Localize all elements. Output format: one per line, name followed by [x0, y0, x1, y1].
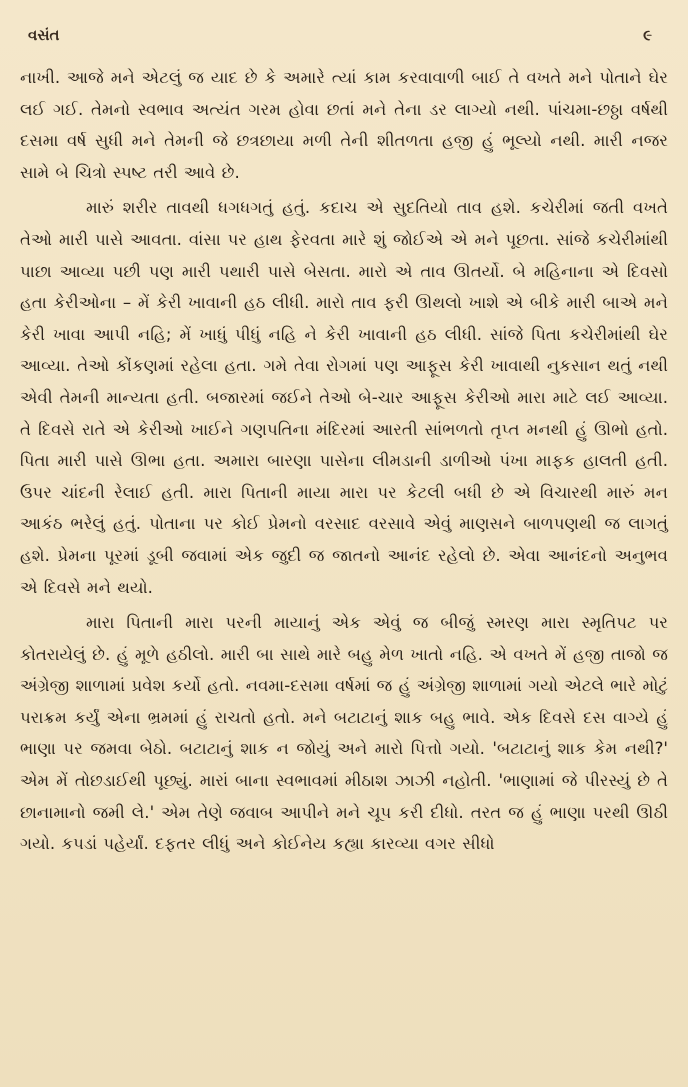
running-title: વસંત [28, 26, 60, 44]
paragraph-1: નાખી. આજે મને એટલું જ યાદ છે કે અમારે ત્યાં કામ કરવાવાળી બાઈ તે વખતે મને પોતાને ઘેર લઈ ગઈ. તેમનો સ્વભાવ અત્યંત ગરમ હોવા છતાં મને તેના ડર લાગ્યો નથી. પાંચમા-છઠ્ઠા વર્ષથી દસમા વર્ષ સુધી મને તેમની જે છત્રછાયા મળી તેની શીતળતા હજી હું ભૂલ્યો નથી. મારી નજર સામે બે ચિત્રો સ્પષ્ટ તરી આવે છે. [20, 68, 668, 182]
body-text [20, 62, 668, 860]
paragraph-2: મારું શરીર તાવથી ધગધગતું હતું. કદાચ એ સુદતિયો તાવ હશે. કચેરીમાં જતી વખતે તેઓ મારી પાસે આવતા. વાંસા પર હાથ ફેરવતા મારે શું જોઈએ એ મને પૂછતા. સાંજે કચેરીમાંથી પાછા આવ્યા પછી પણ મારી પથારી પાસે બેસતા. મારો એ તાવ ઊતર્યો. બે મહિનાના એ દિવસો હતા કેરીઓના – મેં કેરી ખાવાની હઠ લીધી. મારો તાવ ફરી ઊથલો ખાશે એ બીકે મારી બાએ મને કેરી ખાવા આપી નહિ; મેં ખાધું પીધું નહિ ને કેરી ખાવાની હઠ લીધી. સાંજે પિતા કચેરીમાંથી ઘેર આવ્યા. તેઓ કોંકણમાં રહેલા હતા. ગમે તેવા રોગમાં પણ આફૂસ કેરી ખાવાથી નુકસાન થતું નથી એવી તેમની માન્યતા હતી. બજારમાં જઈને તેઓ બે-ચાર આફૂસ કેરીઓ મારા માટે લઈ આવ્યા. તે દિવસે રાતે એ કેરીઓ ખાઈને ગણપતિના મંદિરમાં આરતી સાંભળતો તૃપ્ત મનથી હું ઊભો હતો. પિતા મારી પાસે ઊભા હતા. અમારા બારણા પાસેના લીમડાની ડાળીઓ પંખા માફક હાલતી હતી. ઉપર ચાંદની રેલાઈ હતી. મારા પિતાની માયા મારા પર કેટલી બધી છે એ વિચારથી મારું મન આકંઠ ભરેલું હતું. પોતાના પર કોઈ પ્રેમનો વરસાદ વરસાવે એવું માણસને બાળપણથી જ લાગતું હશે. પ્રેમના પૂરમાં ડૂબી જવામાં એક જુદી જ જાતનો આનંદ રહેલો છે. એવા આનંદનો અનુભવ એ દિવસે મને થયો. [20, 198, 668, 597]
page-number: ૯ [643, 26, 652, 44]
paragraph-3: મારા પિતાની મારા પરની માયાનું એક એવું જ બીજું સ્મરણ મારા સ્મૃતિપટ પર કોતરાયેલું છે. હું મૂળે હઠીલો. મારી બા સાથે મારે બહુ મેળ ખાતો નહિ. એ વખતે મેં હજી તાજો જ અંગ્રેજી શાળામાં પ્રવેશ કર્યો હતો. નવમા-દસમા વર્ષમાં જ હું અંગ્રેજી શાળામાં ગયો એટલે ભારે મોટું પરાક્રમ કર્યું એના ભ્રમમાં હું રાચતો હતો. મને બટાટાનું શાક બહુ ભાવે. એક દિવસે દસ વાગ્યે હું ભાણા પર જમવા બેઠો. બટાટાનું શાક ન જોયું અને મારો પિત્તો ગયો. 'બટાટાનું શાક કેમ નથી?' એમ મેં તોછડાઈથી પૂછ્યું. મારાં બાના સ્વભાવમાં મીઠાશ ઝાઝી નહોતી. 'ભાણામાં જે પીરસ્યું છે તે છાનામાનો જમી લે.' એમ તેણે જવાબ આપીને મને ચૂપ કરી દીધો. તરત જ હું ભાણા પરથી ઊઠી ગયો. કપડાં પહેર્યાં. દફતર લીધું અને કોઈનેય કહ્યા કારવ્યા વગર સીધો [20, 613, 669, 854]
running-header [20, 26, 668, 62]
